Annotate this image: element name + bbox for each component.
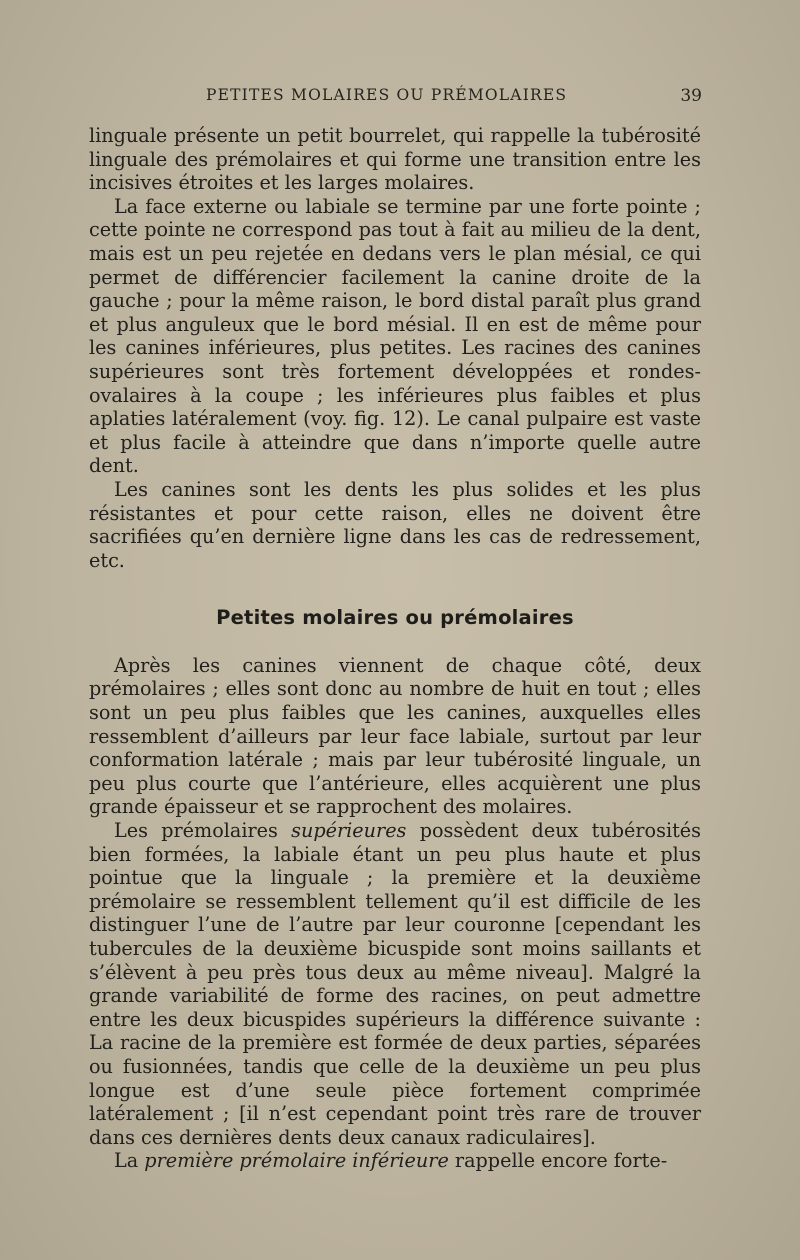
running-title: PETITES MOLAIRES OU PRÉMOLAIRES [206, 86, 568, 104]
section-title: Petites molaires ou prémolaires [216, 606, 574, 630]
page-body [89, 124, 701, 1173]
paragraph-face-externe: La face externe ou labiale se termine par une forte pointe ; cette pointe ne correspond pas tout à fait au milieu de la dent, mais est un peu rejetée en dedans vers le plan mésial, ce qui permet de différencier facilement la canine droite de la gauche ; pour la même raison, le bord distal paraît plus grand et plus anguleux que le bord mésial. Il en est de même pour les canines inférieures, plus petites. Les racines des canines supérieures sont très fortement développées et rondes-ovalaires à la coupe ; les inférieures plus faibles et plus aplaties latéralement (voy. fig. 12). Le canal pulpaire est vaste et plus facile à atteindre que dans n’importe quelle autre dent. [89, 194, 701, 478]
paragraph-canines-solides: Les canines sont les dents les plus solides et les plus résistantes et pour cette raison, elles ne doivent être sacrifiées qu’en dernière ligne dans les cas de redressement, etc. [89, 477, 701, 572]
paragraph-continuation: linguale présente un petit bourrelet, qui rappelle la tubérosité linguale des prémolaires et qui forme une transition entre les incisives étroites et les larges molaires. [89, 124, 701, 195]
text-run: possèdent deux tubérosités bien formées, la labiale étant un peu plus haute et plus pointue que la linguale ; la première et la deuxième prémolaire se ressemblent tellement qu’il est difficile de les distinguer l’une de l’autre par leur couronne [cependant les tubercules de la deuxième bicuspide sont moins saillants et s’élèvent à peu près tous deux au même niveau]. Malgré la grande variabilité de forme des racines, on peut admettre entre les deux bicuspides supérieurs la différence suivante : La racine de la première est formée de deux parties, séparées ou fusionnées, tandis que celle de la deuxième un peu plus longue est d’une seule pièce fortement comprimée latéralement ; [il n’est cependant point très rare de trouver dans ces dernières dents deux canaux radiculaires]. [89, 819, 701, 1149]
text-run: Les prémolaires [114, 819, 292, 843]
text-run: rappelle encore forte- [448, 1149, 668, 1173]
italic-term: première prémolaire inférieure [144, 1149, 449, 1173]
page-number: 39 [680, 86, 702, 106]
paragraph-premiere-inferieure [89, 1149, 701, 1173]
page-header [90, 86, 702, 110]
text-run: La [114, 1149, 145, 1173]
italic-term: supérieures [291, 819, 407, 843]
paragraph-apres-canines: Après les canines viennent de chaque côté, deux prémolaires ; elles sont donc au nombre de huit en tout ; elles sont un peu plus faibles que les canines, auxquelles elles ressemblent d’ailleurs par leur face labiale, surtout par leur conformation latérale ; mais par leur tubérosité linguale, un peu plus courte que l’antérieure, elles acquièrent une plus grande épaisseur et se rapprochent des molaires. [89, 653, 701, 819]
paragraph-premolaires-superieures [89, 819, 701, 1149]
